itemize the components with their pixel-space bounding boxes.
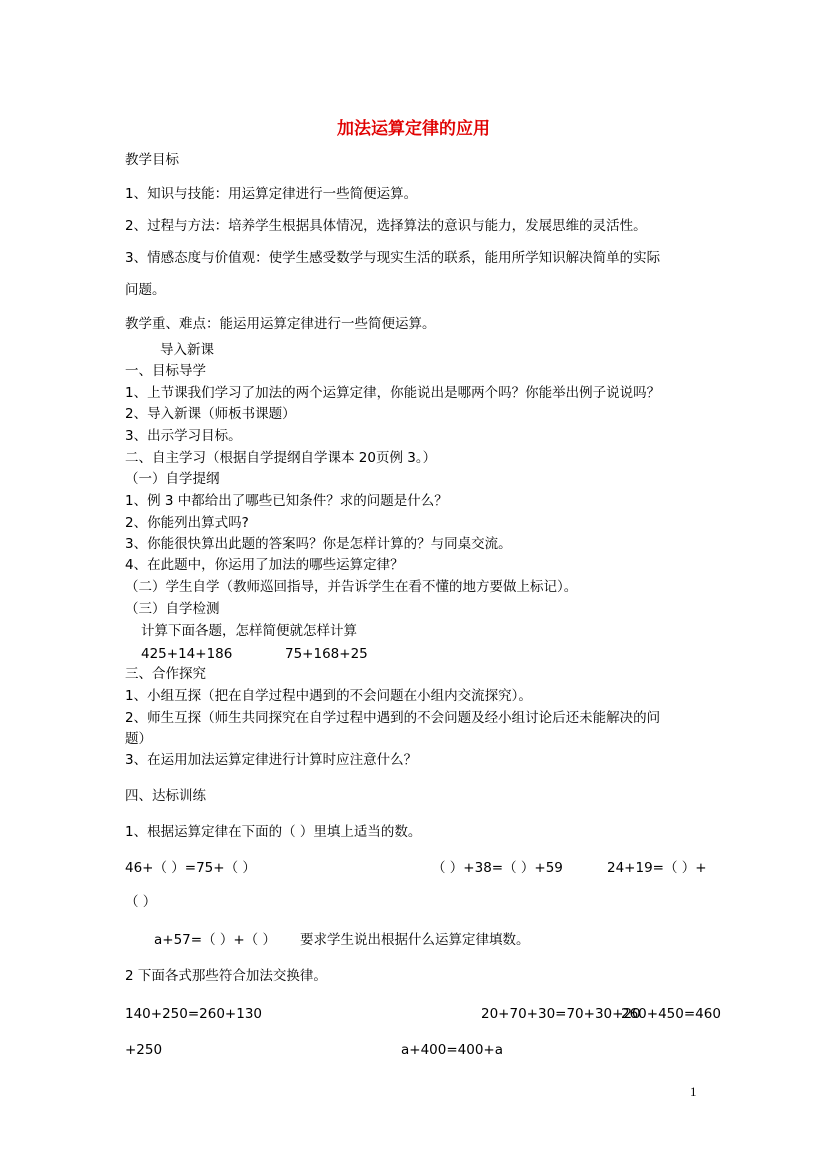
objective-item-3-cont: 问题。 xyxy=(125,282,166,298)
section-2-sub-3: （三）自学检测 xyxy=(125,601,220,617)
exercise-1-d: a+57=（ ）+（ ） xyxy=(154,932,276,948)
section-3-item-2-cont: 题） xyxy=(125,731,152,747)
section-3-heading: 三、合作探究 xyxy=(125,666,206,682)
intro-heading: 导入新课 xyxy=(160,342,214,358)
exercise-1-note: 要求学生说出根据什么运算定律填数。 xyxy=(300,932,530,948)
exercise-1-a: 46+（ ）=75+（ ） xyxy=(125,860,256,876)
key-points: 教学重、难点：能运用运算定律进行一些简便运算。 xyxy=(125,316,436,332)
exercise-2-a: 140+250=260+130 xyxy=(125,1006,263,1022)
section-3-item-3: 3、在运用加法运算定律进行计算时应注意什么？ xyxy=(125,752,418,768)
section-1-heading: 一、目标导学 xyxy=(125,363,206,379)
exercise-2: 2 下面各式那些符合加法交换律。 xyxy=(125,968,327,984)
exercise-2-b: 20+70+30=70+30+20 xyxy=(481,1006,641,1022)
section-2-question-4: 4、在此题中，你运用了加法的哪些运算定律？ xyxy=(125,557,404,573)
section-1-item-1: 1、上节课我们学习了加法的两个运算定律，你能说出是哪两个吗？你能举出例子说说吗？ xyxy=(125,385,661,401)
exercise-1-b: （ ）+38=（ ）+59 xyxy=(432,860,563,876)
section-2-expression-1: 425+14+186 xyxy=(141,646,233,662)
section-2-sub-1: （一）自学提纲 xyxy=(125,471,220,487)
section-2-sub-2: （二）学生自学（教师巡回指导，并告诉学生在看不懂的地方要做上标记）。 xyxy=(125,579,578,595)
section-2-question-3: 3、你能很快算出此题的答案吗？你是怎样计算的？与同桌交流。 xyxy=(125,536,512,552)
section-2-question-1: 1、例 3 中都给出了哪些已知条件？求的问题是什么？ xyxy=(125,493,448,509)
exercise-2-c: 260+450=460 xyxy=(621,1006,721,1022)
section-3-item-1: 1、小组互探（把在自学过程中遇到的不会问题在小组内交流探究）。 xyxy=(125,688,532,704)
exercise-2-c-cont: +250 xyxy=(125,1042,163,1058)
exercise-1-c: 24+19=（ ）+ xyxy=(607,860,707,876)
section-1-item-2: 2、导入新课（师板书课题） xyxy=(125,406,296,422)
section-4-heading: 四、达标训练 xyxy=(125,788,206,804)
objective-item-2: 2、过程与方法：培养学生根据具体情况，选择算法的意识与能力，发展思维的灵活性。 xyxy=(125,218,647,234)
section-2-question-2: 2、你能列出算式吗? xyxy=(125,515,249,531)
exercise-1: 1、根据运算定律在下面的（ ）里填上适当的数。 xyxy=(125,824,422,840)
exercise-1-c-cont: （ ） xyxy=(125,894,157,910)
section-2-task: 计算下面各题，怎样简便就怎样计算 xyxy=(141,623,357,639)
section-3-item-2: 2、师生互探（师生共同探究在自学过程中遇到的不会问题及经小组讨论后还未能解决的问 xyxy=(125,710,661,726)
exercise-2-d: a+400=400+a xyxy=(401,1042,504,1058)
page-number: 1 xyxy=(690,1084,697,1099)
objective-item-3: 3、情感态度与价值观：使学生感受数学与现实生活的联系，能用所学知识解决简单的实际 xyxy=(125,250,661,266)
objective-item-1: 1、知识与技能：用运算定律进行一些简便运算。 xyxy=(125,186,418,202)
section-1-item-3: 3、出示学习目标。 xyxy=(125,428,242,444)
section-2-expression-2: 75+168+25 xyxy=(285,646,368,662)
objectives-heading: 教学目标 xyxy=(125,152,179,168)
document-title: 加法运算定律的应用 xyxy=(337,119,490,139)
section-2-heading: 二、自主学习（根据自学提纲自学课本 20页例 3。） xyxy=(125,450,437,466)
